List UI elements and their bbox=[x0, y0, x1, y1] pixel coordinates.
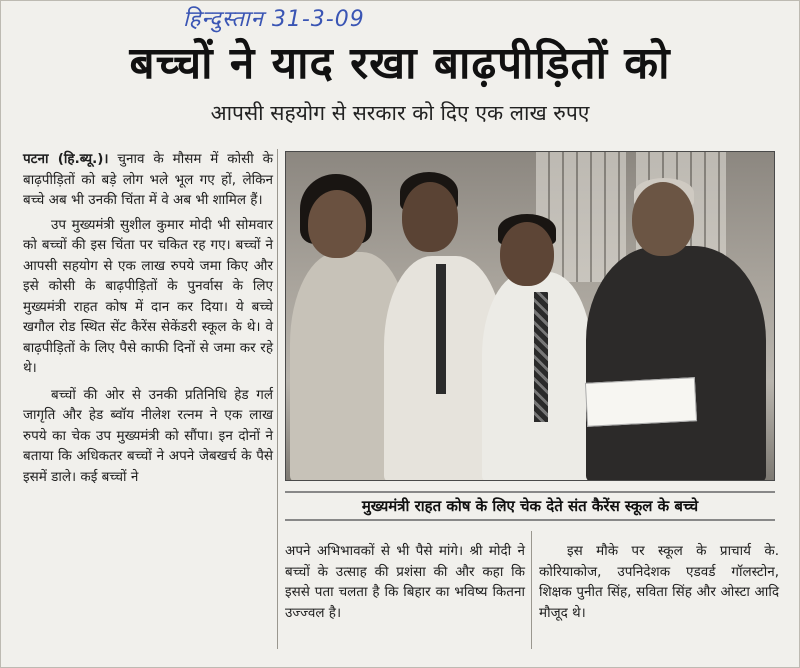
paragraph-text: चुनाव के मौसम में कोसी के बाढ़पीड़ितों को बड़े लोग भले भूल गए हों, लेकिन बच्चे अब भी उनकी चिंता में वे अब भी शामिल हैं। bbox=[23, 151, 273, 208]
paragraph: बच्चों की ओर से उनकी प्रतिनिधि हेड गर्ल जागृति और हेड ब्वॉय नीलेश रत्नम ने एक लाख रुपये का चेक उप मुख्यमंत्री को सौंपा। इन दोनों ने बताया कि अधिकतर बच्चों ने अपने जेबखर्च के पैसे इसमें डाले। कई बच्चों ने bbox=[23, 386, 273, 485]
news-photo bbox=[285, 151, 775, 481]
handwritten-date-note: हिन्दुस्तान 31-3-09 bbox=[183, 7, 365, 32]
article-column-1 bbox=[23, 149, 273, 487]
paragraph bbox=[23, 149, 273, 211]
article-column-3 bbox=[539, 541, 779, 623]
subheadline: आपसी सहयोग से सरकार को दिए एक लाख रुपए bbox=[210, 101, 590, 125]
photo-caption: मुख्यमंत्री राहत कोष के लिए चेक देते संत कैरेंस स्कूल के बच्चे bbox=[285, 491, 775, 521]
dateline: पटना (हि.ब्यू.)। bbox=[23, 151, 109, 167]
article-column-2 bbox=[285, 541, 525, 623]
column-divider bbox=[277, 149, 278, 649]
paragraph: अपने अभिभावकों से भी पैसे मांगे। श्री मोदी ने बच्चों के उत्साह की प्रशंसा की और कहा कि इससे पता चलता है कि बिहार का भविष्य कितना उज्ज्वल है। bbox=[285, 543, 525, 621]
cheque bbox=[585, 377, 697, 427]
paragraph: उप मुख्यमंत्री सुशील कुमार मोदी भी सोमवार को बच्चों की इस चिंता पर चकित रह गए। बच्चों ने आपसी सहयोग से एक लाख रुपये जमा किए और इसे कोसी के बाढ़पीड़ितों के पुनर्वास के लिए मुख्यमंत्री राहत कोष में दान कर दिया। ये बच्चे खगौल रोड स्थित सेंट कैरेंस सेकेंडरी स्कूल के थे। वे बाढ़पीड़ितों के लिए पैसे काफी दिनों से जमा कर रहे थे। bbox=[23, 216, 273, 376]
column-divider bbox=[531, 531, 532, 649]
headline: बच्चों ने याद रखा बाढ़पीड़ितों को bbox=[129, 38, 671, 89]
paragraph: इस मौके पर स्कूल के प्राचार्य के. कोरियाकोज, उपनिदेशक एडवर्ड गॉलस्टोन, शिक्षक पुनीत सिंह, सविता सिंह और ओस्टा आदि मौजूद थे। bbox=[539, 543, 779, 621]
